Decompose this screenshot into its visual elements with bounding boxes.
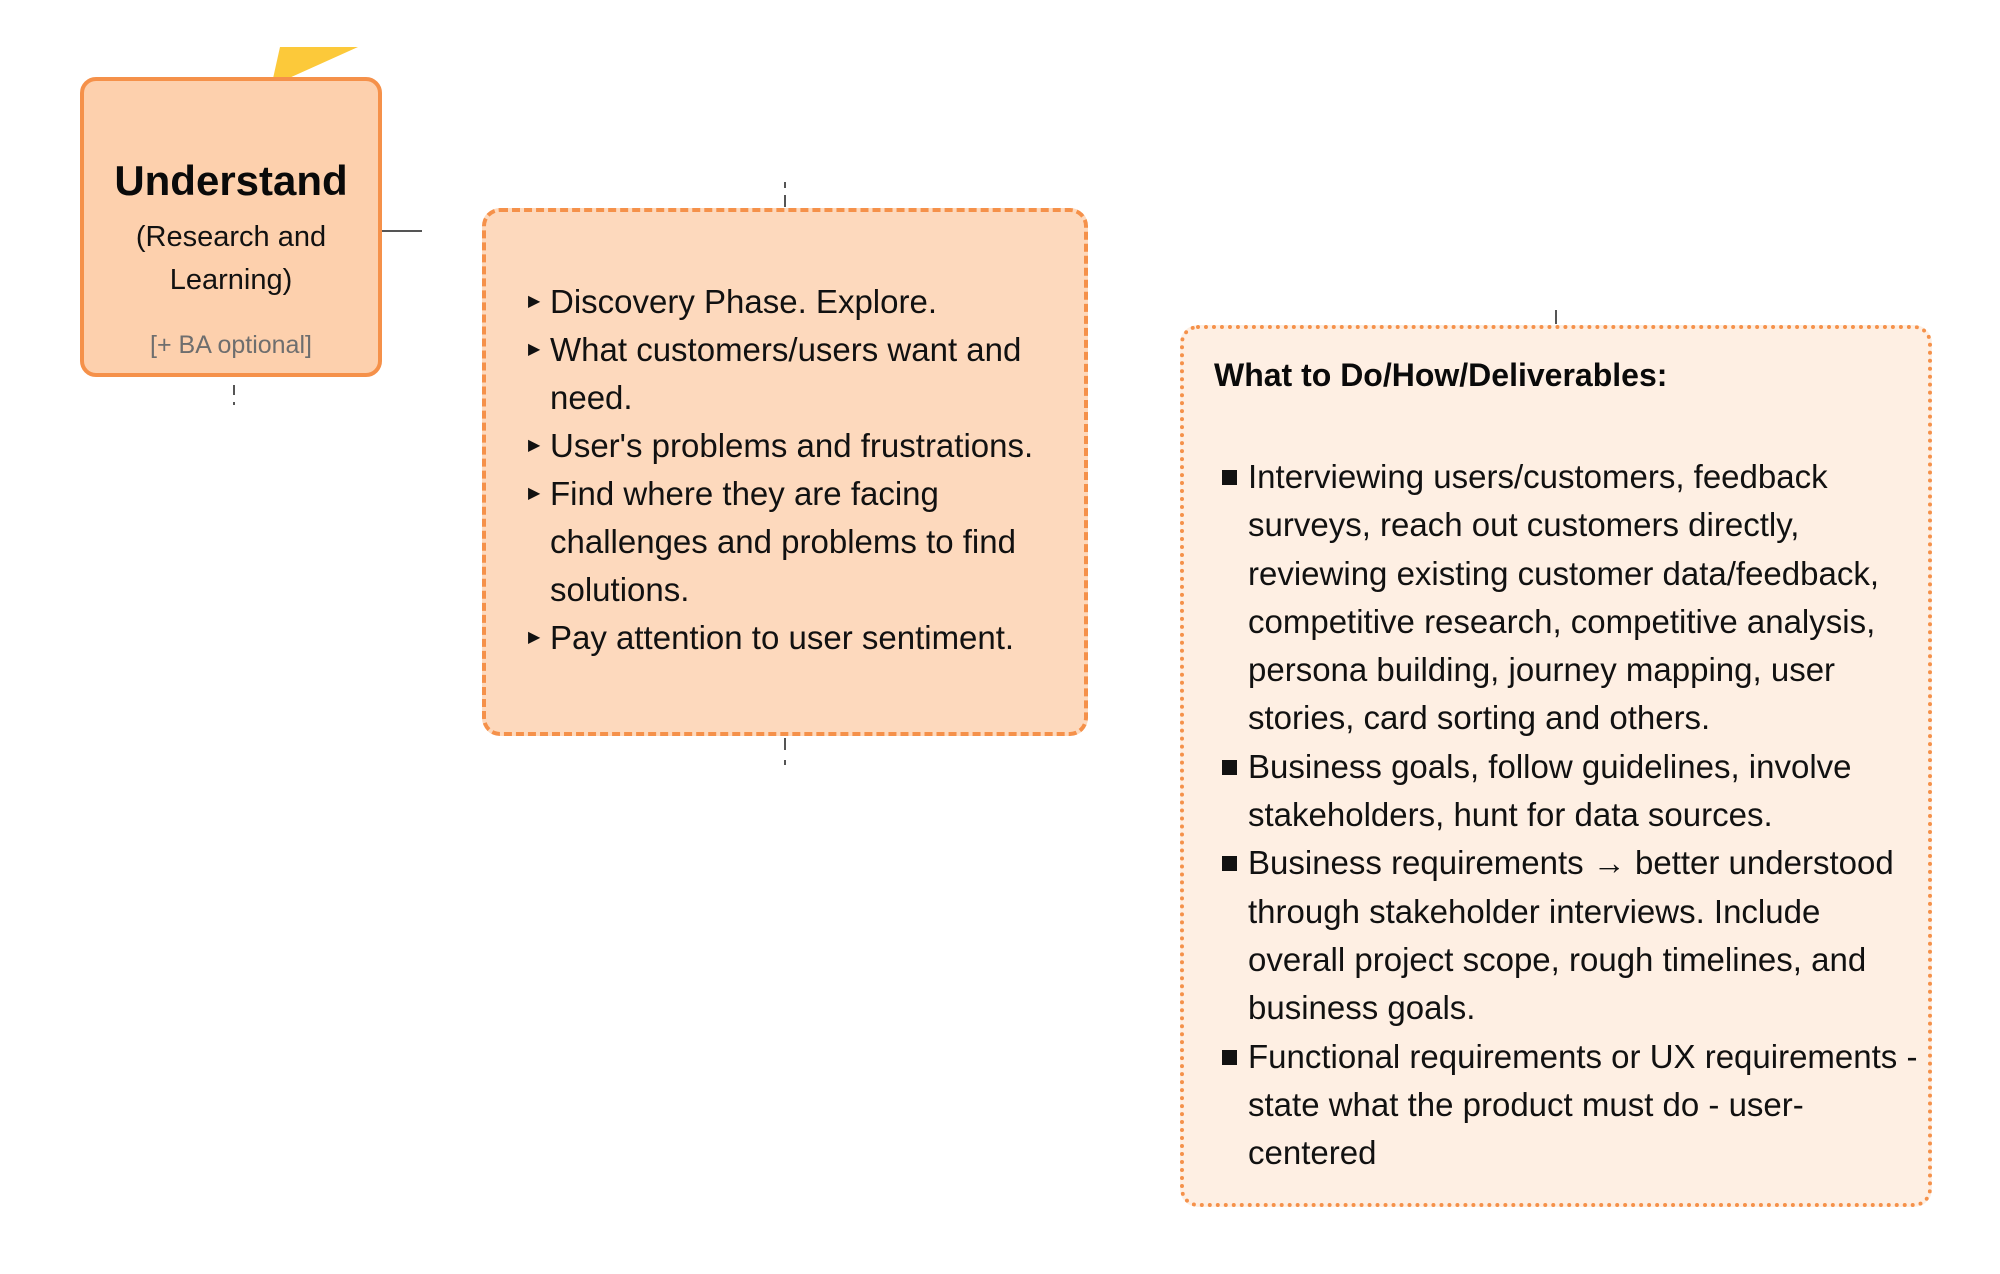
understand-node[interactable] — [80, 77, 382, 377]
connector-tick — [784, 182, 786, 188]
connector-line — [382, 230, 422, 232]
list-item: Business requirements → better understood through stakeholder interviews. Include overall project scope, rough timelines, and business goals. — [1222, 839, 1922, 1032]
node-note: [+ BA optional] — [150, 331, 312, 359]
node-subtitle: (Research and Learning) — [135, 221, 327, 296]
triangle-bullet-icon: ▶ — [528, 485, 541, 502]
list-item: ▶ What customers/users want and need. — [528, 326, 1068, 422]
triangle-bullet-icon: ▶ — [528, 437, 541, 454]
list-item: ▶ User's problems and frustrations. — [528, 422, 1068, 470]
connector-tick — [784, 195, 786, 207]
connector-tick — [1555, 310, 1557, 324]
list-item: ▶ Pay attention to user sentiment. — [528, 614, 1068, 662]
discovery-node[interactable] — [482, 208, 1088, 736]
node-title: Understand — [114, 157, 348, 204]
discovery-list — [528, 278, 1068, 662]
list-item: Business goals, follow guidelines, involve stakeholders, hunt for data sources. — [1222, 743, 1922, 840]
triangle-bullet-icon: ▶ — [528, 341, 541, 358]
connector-tick — [233, 402, 235, 405]
list-item: Interviewing users/customers, feedback surveys, reach out customers directly, reviewing existing customer data/feedback, competitive research, competitive analysis, persona building, journey mapping, user stories, card sorting and others. — [1222, 453, 1922, 743]
list-item: ▶ Discovery Phase. Explore. — [528, 278, 1068, 326]
list-item: ▶ Find where they are facing challenges and problems to find solutions. — [528, 470, 1068, 614]
square-bullet-icon — [1222, 1050, 1237, 1065]
connector-tick — [784, 738, 786, 750]
connector-tick — [784, 760, 786, 765]
square-bullet-icon — [1222, 760, 1237, 775]
deliverables-node[interactable] — [1180, 325, 1932, 1207]
deliverables-heading: What to Do/How/Deliverables: — [1214, 357, 1668, 393]
square-bullet-icon — [1222, 470, 1237, 485]
triangle-bullet-icon: ▶ — [528, 629, 541, 646]
connector-tick — [233, 385, 235, 395]
triangle-bullet-icon: ▶ — [528, 293, 541, 310]
list-item: Functional requirements or UX requirements - state what the product must do - user-centered — [1222, 1033, 1922, 1178]
square-bullet-icon — [1222, 856, 1237, 871]
deliverables-list — [1222, 453, 1922, 1177]
